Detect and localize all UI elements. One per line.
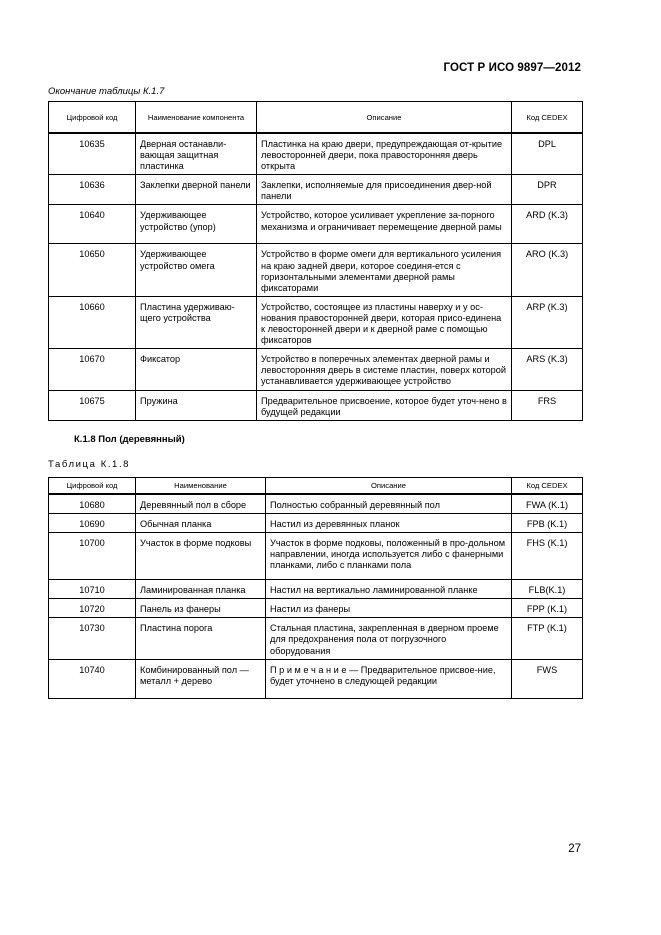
cell-cedex: FHS (K.1) [512, 533, 583, 580]
document-code: ГОСТ Р ИСО 9897—2012 [443, 62, 581, 74]
cell-cedex: ARS (K.3) [512, 349, 583, 390]
cell-name: Ламинированная планка [136, 580, 266, 599]
table-row [49, 349, 583, 390]
cell-code: 10690 [49, 514, 136, 533]
cell-description: Полностью собранный деревянный пол [266, 494, 512, 514]
cell-name: Панель из фанеры [136, 599, 266, 618]
cell-description: Настил на вертикально ламинированной планке [266, 580, 512, 599]
cell-cedex: DPL [512, 133, 583, 175]
cell-description: Заклепки, исполняемые для присоединения двер-ной панели [257, 175, 512, 205]
cell-code: 10650 [49, 244, 136, 296]
cell-code: 10670 [49, 349, 136, 390]
cell-description: Пластинка на краю двери, предупреждающая от-крытие левосторонней двери, пока правосторонняя дверь открыта [257, 133, 512, 175]
cell-name: Удерживающее устройство (упор) [136, 205, 257, 244]
table-row [49, 133, 583, 175]
cell-description: Устройство в форме омеги для вертикального усиления на краю задней двери, которое соединя-ется с горизонтальными элементами дверной рамы фиксаторами [257, 244, 512, 296]
cell-name: Комбинированный пол — металл + дерево [136, 659, 266, 698]
cell-description: Предварительное присвоение, которое будет уточ-нено в будущей редакции [257, 390, 512, 420]
cell-code: 10710 [49, 580, 136, 599]
cell-description: П р и м е ч а н и е — Предварительное присвое-ние, будет уточнено в следующей редакции [266, 659, 512, 698]
page-number: 27 [568, 843, 581, 855]
cell-description: Стальная пластина, закрепленная в дверном проеме для предохранения пола от погрузочного оборудования [266, 618, 512, 659]
column-header-code: Цифровой код [49, 102, 136, 134]
column-header-description: Описание [266, 478, 512, 495]
cell-code: 10675 [49, 390, 136, 420]
column-header-description: Описание [257, 102, 512, 134]
cell-name: Заклепки дверной панели [136, 175, 257, 205]
table-row [49, 533, 583, 580]
table-row [49, 659, 583, 698]
cell-cedex: FWA (K.1) [512, 494, 583, 514]
cell-description: Участок в форме подковы, положенный в про-дольном направлении, иногда используется либо с фанерными планками, либо с планками пола [266, 533, 512, 580]
cell-cedex: FPP (K.1) [512, 599, 583, 618]
cell-cedex: FTP (K.1) [512, 618, 583, 659]
column-header-code: Цифровой код [49, 478, 136, 495]
table-row [49, 580, 583, 599]
cell-name: Удерживающее устройство омега [136, 244, 257, 296]
cell-code: 10720 [49, 599, 136, 618]
cell-cedex: ARD (K.3) [512, 205, 583, 244]
cell-name: Участок в форме подковы [136, 533, 266, 580]
cell-name: Пластина порога [136, 618, 266, 659]
cell-cedex: FRS [512, 390, 583, 420]
table-row [49, 514, 583, 533]
cell-code: 10660 [49, 296, 136, 348]
cell-name: Дверная останавли-вающая защитная пластинка [136, 133, 257, 175]
table-row [49, 390, 583, 420]
table-row [49, 494, 583, 514]
section-title: К.1.8 Пол (деревянный) [74, 434, 185, 445]
column-header-cedex: Код CEDEX [512, 102, 583, 134]
table-header-row [49, 478, 583, 495]
table-row [49, 175, 583, 205]
cell-cedex: FLB(K.1) [512, 580, 583, 599]
table-k-1-8 [48, 477, 583, 699]
cell-code: 10640 [49, 205, 136, 244]
cell-cedex: FPB (K.1) [512, 514, 583, 533]
cell-cedex: DPR [512, 175, 583, 205]
cell-code: 10740 [49, 659, 136, 698]
table-row [49, 618, 583, 659]
cell-code: 10700 [49, 533, 136, 580]
table-k-1-7 [48, 101, 583, 421]
cell-cedex: ARO (K.3) [512, 244, 583, 296]
cell-code: 10636 [49, 175, 136, 205]
cell-description: Настил из деревянных планок [266, 514, 512, 533]
cell-code: 10635 [49, 133, 136, 175]
column-header-name: Наименование [136, 478, 266, 495]
table-caption: Таблица К.1.8 [48, 459, 131, 470]
cell-description: Устройство, состоящее из пластины наверху и у ос-нования правосторонней двери, которая присо-единена к левосторонней двери и к дверной раме с помощью фиксаторов [257, 296, 512, 348]
cell-name: Пружина [136, 390, 257, 420]
cell-description: Устройство в поперечных элементах дверной рамы и левосторонняя дверь в системе пластин, поверх которой устанавливается удерживающее устройство [257, 349, 512, 390]
table-header-row [49, 102, 583, 134]
table-row [49, 244, 583, 296]
cell-description: Устройство, которое усиливает укрепление за-порного механизма и ограничивает перемещение дверной рамы [257, 205, 512, 244]
cell-cedex: ARP (K.3) [512, 296, 583, 348]
cell-cedex: FWS [512, 659, 583, 698]
cell-description: Настил из фанеры [266, 599, 512, 618]
column-header-name: Наименование компонента [136, 102, 257, 134]
cell-name: Фиксатор [136, 349, 257, 390]
cell-code: 10680 [49, 494, 136, 514]
column-header-cedex: Код CEDEX [512, 478, 583, 495]
table-row [49, 296, 583, 348]
cell-code: 10730 [49, 618, 136, 659]
cell-name: Деревянный пол в сборе [136, 494, 266, 514]
cell-name: Пластина удерживаю-щего устройства [136, 296, 257, 348]
table-caption-continuation: Окончание таблицы К.1.7 [48, 86, 165, 97]
table-row [49, 205, 583, 244]
cell-name: Обычная планка [136, 514, 266, 533]
table-row [49, 599, 583, 618]
